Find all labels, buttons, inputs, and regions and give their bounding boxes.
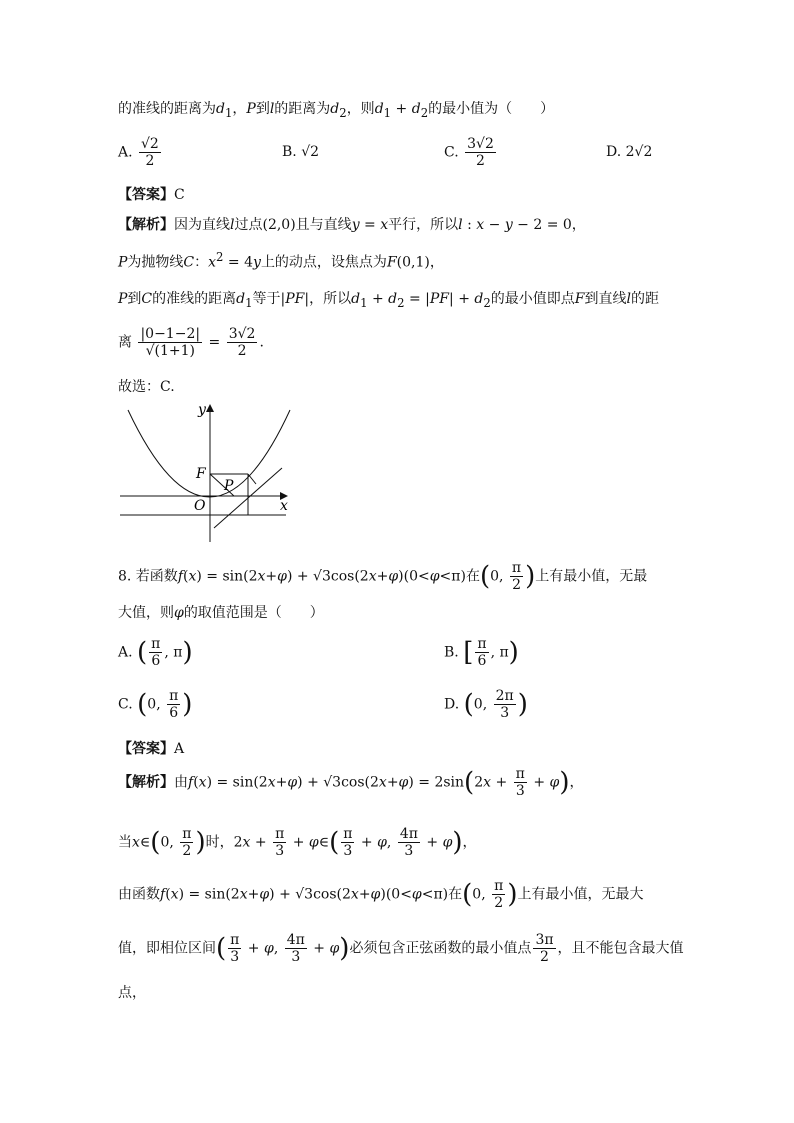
q7-analysis-5: 故选：C.	[118, 379, 175, 395]
parabola-curve	[128, 410, 290, 497]
q8-stem-1: 8. 若函数f(x) = sin(2x+φ) + √3cos(2x+φ)(0<φ<π)在(0, $\frac{\pi}{2}$ )上有最小值，无最	[118, 560, 648, 593]
q7-option-d: D. 2√2	[606, 144, 653, 160]
label-f: F	[196, 466, 206, 482]
q7-option-b: B. √2	[282, 144, 320, 160]
q8-option-b: B. [ $\frac{\pi}{6}$ , π)	[444, 636, 519, 669]
q7-option-c: C. $\frac{3√2}{2}$	[444, 136, 494, 169]
q8-analysis-1: 【解析】由f(x) = sin(2x+φ) + √3cos(2x+φ) = 2sin(2x + $\frac{\pi}{3}$ + φ)，	[118, 766, 584, 799]
q8-option-c: C. (0, $\frac{\pi}{6}$ )	[118, 688, 193, 721]
q7-analysis-4: 离 $\frac{|0-1-2|}{√(1+1)}$ = $\frac{3√2}{2}$ .	[118, 326, 264, 359]
q8-answer: 【答案】A	[118, 741, 185, 757]
q8-analysis-3: 由函数f(x) = sin(2x+φ) + √3cos(2x+φ)(0<φ<π)在(0, $\frac{\pi}{2}$ )上有最小值，无最大	[118, 878, 644, 911]
q7-option-a: A. $\frac{√2}{2}$	[118, 136, 159, 169]
q8-option-d: D. (0, $\frac{2\pi}{3}$ )	[444, 688, 528, 721]
q8-analysis-2: 当x∈(0, $\frac{\pi}{2}$ )时，2x + $\frac{\pi}{3}$ + φ∈( $\frac{\pi}{3}$ + φ, $\frac{4\pi}{3}$ + φ)，	[118, 826, 477, 859]
q7-analysis-3: P到C的准线的距离$d_1$等于|PF|，所以$d_1 + d_2 = |PF| + d_2$的最小值即点F到直线l的距	[118, 291, 659, 310]
label-p: P	[224, 478, 234, 494]
q7-answer: 【答案】C	[118, 187, 185, 203]
q8-stem-2: 大值，则φ的取值范围是（ ）	[118, 605, 324, 621]
label-x: x	[280, 498, 288, 514]
label-o: O	[194, 498, 206, 514]
q7-stem: 的准线的距离为$d_1$，P到l的距离为$d_2$，则$d_1 + d_2$的最小值为（ ）	[118, 101, 555, 120]
q7-analysis-1: 【解析】因为直线l过点(2,0)且与直线y = x平行，所以l : x − y − 2 = 0，	[118, 217, 586, 233]
perp-p	[248, 474, 256, 484]
q8-analysis-4: 值，即相位区间( $\frac{\pi}{3}$ + φ, $\frac{4\pi}{3}$ + φ)必须包含正弦函数的最小值点 $\frac{3\pi}{2}$ ，且不能包含最大值	[118, 932, 684, 965]
q7-analysis-2: P为抛物线C：$x^2 = 4y$上的动点，设焦点为F(0,1)，	[118, 250, 444, 271]
q8-option-a: A. ( $\frac{\pi}{6}$ , π)	[118, 636, 193, 669]
y-axis-arrow	[206, 404, 214, 412]
parabola-figure	[118, 398, 298, 544]
label-y: y	[198, 402, 206, 418]
q8-analysis-5: 点，	[118, 985, 146, 1001]
